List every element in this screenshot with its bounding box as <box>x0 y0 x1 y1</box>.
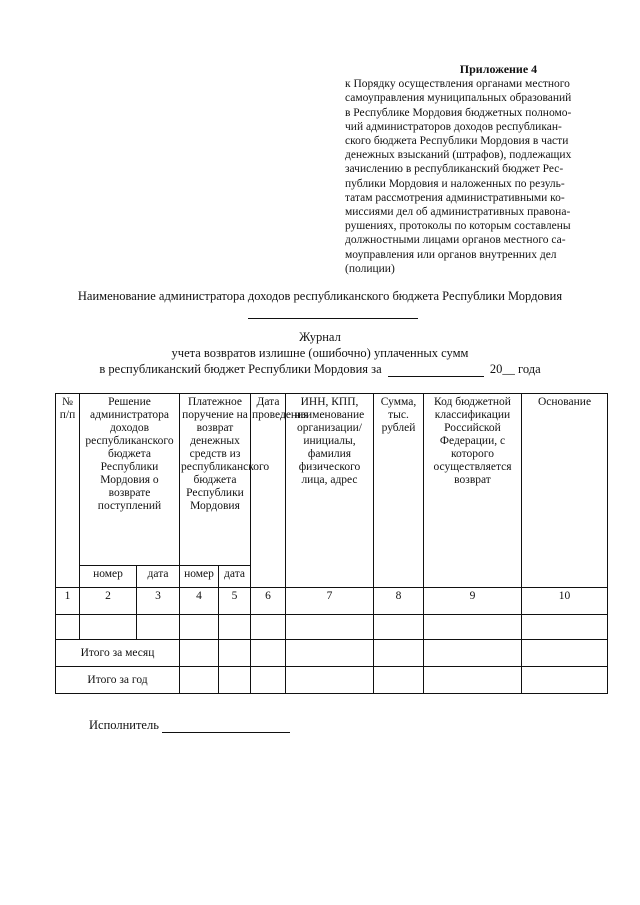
appendix-line: татам рассмотрения административными ко- <box>345 191 565 204</box>
total-year-row <box>56 667 608 694</box>
empty-cell <box>251 667 286 694</box>
column-number: 5 <box>219 588 251 615</box>
header-date: Дата проведения <box>251 394 286 588</box>
appendix-title: Приложение 4 <box>459 62 538 76</box>
empty-cell <box>286 667 374 694</box>
empty-cell <box>80 615 137 640</box>
executor-line <box>89 718 290 733</box>
empty-cell <box>374 615 424 640</box>
empty-cell <box>180 667 219 694</box>
empty-cell <box>180 640 219 667</box>
journal-period-line <box>0 362 640 377</box>
total-year-label: Итого за год <box>56 667 180 694</box>
empty-cell <box>374 667 424 694</box>
empty-cell <box>219 640 251 667</box>
appendix-line: рушениях, протоколы по которым составлены <box>345 220 571 233</box>
empty-cell <box>137 615 180 640</box>
appendix-line: чий администраторов доходов республикан- <box>345 120 562 133</box>
header-num: № п/п <box>56 394 80 588</box>
journal-period-prefix: в республиканский бюджет Республики Мордовия за <box>99 362 382 376</box>
executor-label: Исполнитель <box>89 718 159 732</box>
empty-cell <box>251 615 286 640</box>
column-number: 1 <box>56 588 80 615</box>
journal-title: Журнал <box>299 330 341 344</box>
subheader-decision-date: дата <box>137 566 180 588</box>
empty-cell <box>251 640 286 667</box>
appendix-line: моуправления или органов внутренних дел <box>345 248 557 261</box>
column-number: 10 <box>522 588 608 615</box>
empty-cell <box>56 615 80 640</box>
column-number: 3 <box>137 588 180 615</box>
journal-period-year: 20__ года <box>489 362 541 376</box>
column-number: 7 <box>286 588 374 615</box>
administrator-blank-line <box>248 318 418 319</box>
empty-cell <box>522 640 608 667</box>
empty-cell <box>424 615 522 640</box>
header-inn: ИНН, КПП, наименование организации/инициалы, фамилия физического лица, адрес <box>286 394 374 588</box>
total-month-label: Итого за месяц <box>56 640 180 667</box>
empty-cell <box>219 667 251 694</box>
header-kbk: Код бюджетной классификации Российской Федерации, с которого осуществляется возврат <box>424 394 522 588</box>
appendix-line: денежных взысканий (штрафов), подлежащих <box>345 149 572 162</box>
empty-cell <box>374 640 424 667</box>
appendix-line: должностными лицами органов местного са- <box>345 234 566 247</box>
column-number: 2 <box>80 588 137 615</box>
empty-cell <box>180 615 219 640</box>
header-sum: Сумма, тыс. рублей <box>374 394 424 588</box>
appendix-line: в Республике Мордовия бюджетных полномо- <box>345 106 572 119</box>
subheader-decision-number: номер <box>80 566 137 588</box>
subheader-payment-number: номер <box>180 566 219 588</box>
appendix-line: самоуправления муниципальных образований <box>345 92 572 105</box>
appendix-line: миссиями дел об административных правона- <box>345 206 571 219</box>
empty-cell <box>522 667 608 694</box>
empty-cell <box>424 640 522 667</box>
empty-cell <box>522 615 608 640</box>
empty-cell <box>219 615 251 640</box>
journal-subtitle: учета возвратов излишне (ошибочно) уплаченных сумм <box>171 346 469 360</box>
appendix-line: зачислению в республиканский бюджет Рес- <box>345 163 564 176</box>
header-decision: Решение администратора доходов республиканского бюджета Республики Мордовия о возврате поступлений <box>80 394 180 566</box>
column-number: 9 <box>424 588 522 615</box>
total-month-row <box>56 640 608 667</box>
appendix-line: публики Мордовия и наложенных по резуль- <box>345 177 565 190</box>
subheader-payment-date: дата <box>219 566 251 588</box>
column-number: 8 <box>374 588 424 615</box>
executor-signature-blank <box>162 720 290 733</box>
header-payment-order: Платежное поручение на возврат денежных средств из республиканского бюджета Республики Мордовия <box>180 394 251 566</box>
empty-cell <box>424 667 522 694</box>
empty-cell <box>286 640 374 667</box>
appendix-line: к Порядку осуществления органами местного <box>345 78 570 91</box>
empty-cell <box>286 615 374 640</box>
appendix-line: (полиции) <box>345 262 395 275</box>
journal-table <box>55 393 608 694</box>
journal-period-blank <box>388 364 484 377</box>
appendix-line: ского бюджета Республики Мордовия в части <box>345 135 569 148</box>
column-number: 4 <box>180 588 219 615</box>
header-basis: Основание <box>522 394 608 588</box>
table-row <box>56 615 608 640</box>
column-number: 6 <box>251 588 286 615</box>
administrator-caption: Наименование администратора доходов республиканского бюджета Республики Мордовия <box>77 289 563 303</box>
appendix-block <box>345 62 612 276</box>
